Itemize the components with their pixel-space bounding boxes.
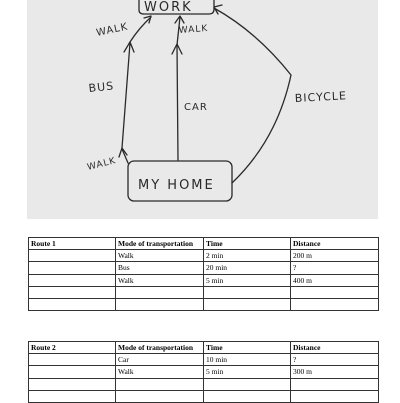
table-row (29, 366, 379, 378)
table-row (29, 298, 379, 310)
table-cell (29, 354, 116, 366)
table-cell (116, 390, 204, 402)
header-time: Time (204, 238, 291, 250)
table-row (29, 274, 379, 286)
bicycle-path (214, 8, 291, 183)
table-cell: Bus (116, 262, 204, 274)
table-cell: ? (291, 262, 379, 274)
walk-label-top-right: WALK (178, 23, 209, 36)
table-cell (29, 286, 116, 298)
table-cell (204, 390, 291, 402)
table-cell: 5 min (204, 366, 291, 378)
table-cell (29, 366, 116, 378)
route-2-table (28, 341, 379, 403)
bus-line (122, 43, 130, 148)
walk-to-work-line (130, 17, 151, 42)
table-cell: 200 m (291, 250, 379, 262)
header-time: Time (204, 342, 291, 354)
table-cell (29, 390, 116, 402)
table-cell: ? (291, 354, 379, 366)
bicycle-label: BICYCLE (294, 89, 348, 105)
table-cell: Walk (116, 250, 204, 262)
table-row (29, 354, 379, 366)
table-cell (29, 378, 116, 390)
table-cell (204, 378, 291, 390)
table-cell (291, 390, 379, 402)
table-cell (29, 298, 116, 310)
table-cell: 300 m (291, 366, 379, 378)
table-cell: 2 min (204, 250, 291, 262)
table-cell (116, 378, 204, 390)
table-cell: Car (116, 354, 204, 366)
route-1-table (28, 237, 379, 311)
route-sketch-drawing (27, 0, 378, 219)
table-cell (291, 298, 379, 310)
walk-label-bottom: WALK (86, 156, 118, 173)
home-label: MY HOME (138, 178, 215, 193)
table-cell (291, 378, 379, 390)
table-cell: Walk (116, 366, 204, 378)
table-row (29, 262, 379, 274)
table-row (29, 390, 379, 402)
hand-drawn-route-sketch (27, 0, 378, 219)
table-row (29, 250, 379, 262)
table-cell: Walk (116, 274, 204, 286)
car-line (177, 45, 178, 160)
table-cell (29, 262, 116, 274)
header-route: Route 2 (29, 342, 116, 354)
table-cell (116, 286, 204, 298)
work-label: WORK (144, 0, 193, 15)
table-cell: 5 min (204, 274, 291, 286)
table-cell (29, 250, 116, 262)
table-cell (116, 298, 204, 310)
header-distance: Distance (291, 342, 379, 354)
bus-label: BUS (87, 79, 115, 95)
table-cell: 20 min (204, 262, 291, 274)
table-cell: 10 min (204, 354, 291, 366)
table-row (29, 378, 379, 390)
header-route: Route 1 (29, 238, 116, 250)
table-cell: 400 m (291, 274, 379, 286)
table-cell (291, 286, 379, 298)
table-row (29, 286, 379, 298)
header-mode: Mode of transportation (116, 342, 204, 354)
header-distance: Distance (291, 238, 379, 250)
table-cell (204, 286, 291, 298)
car-label: CAR (184, 102, 208, 113)
table-cell (204, 298, 291, 310)
table-cell (29, 274, 116, 286)
header-mode: Mode of transportation (116, 238, 204, 250)
table-header-row (29, 342, 379, 354)
walk-label-top-left: WALK (95, 21, 130, 39)
table-header-row (29, 238, 379, 250)
